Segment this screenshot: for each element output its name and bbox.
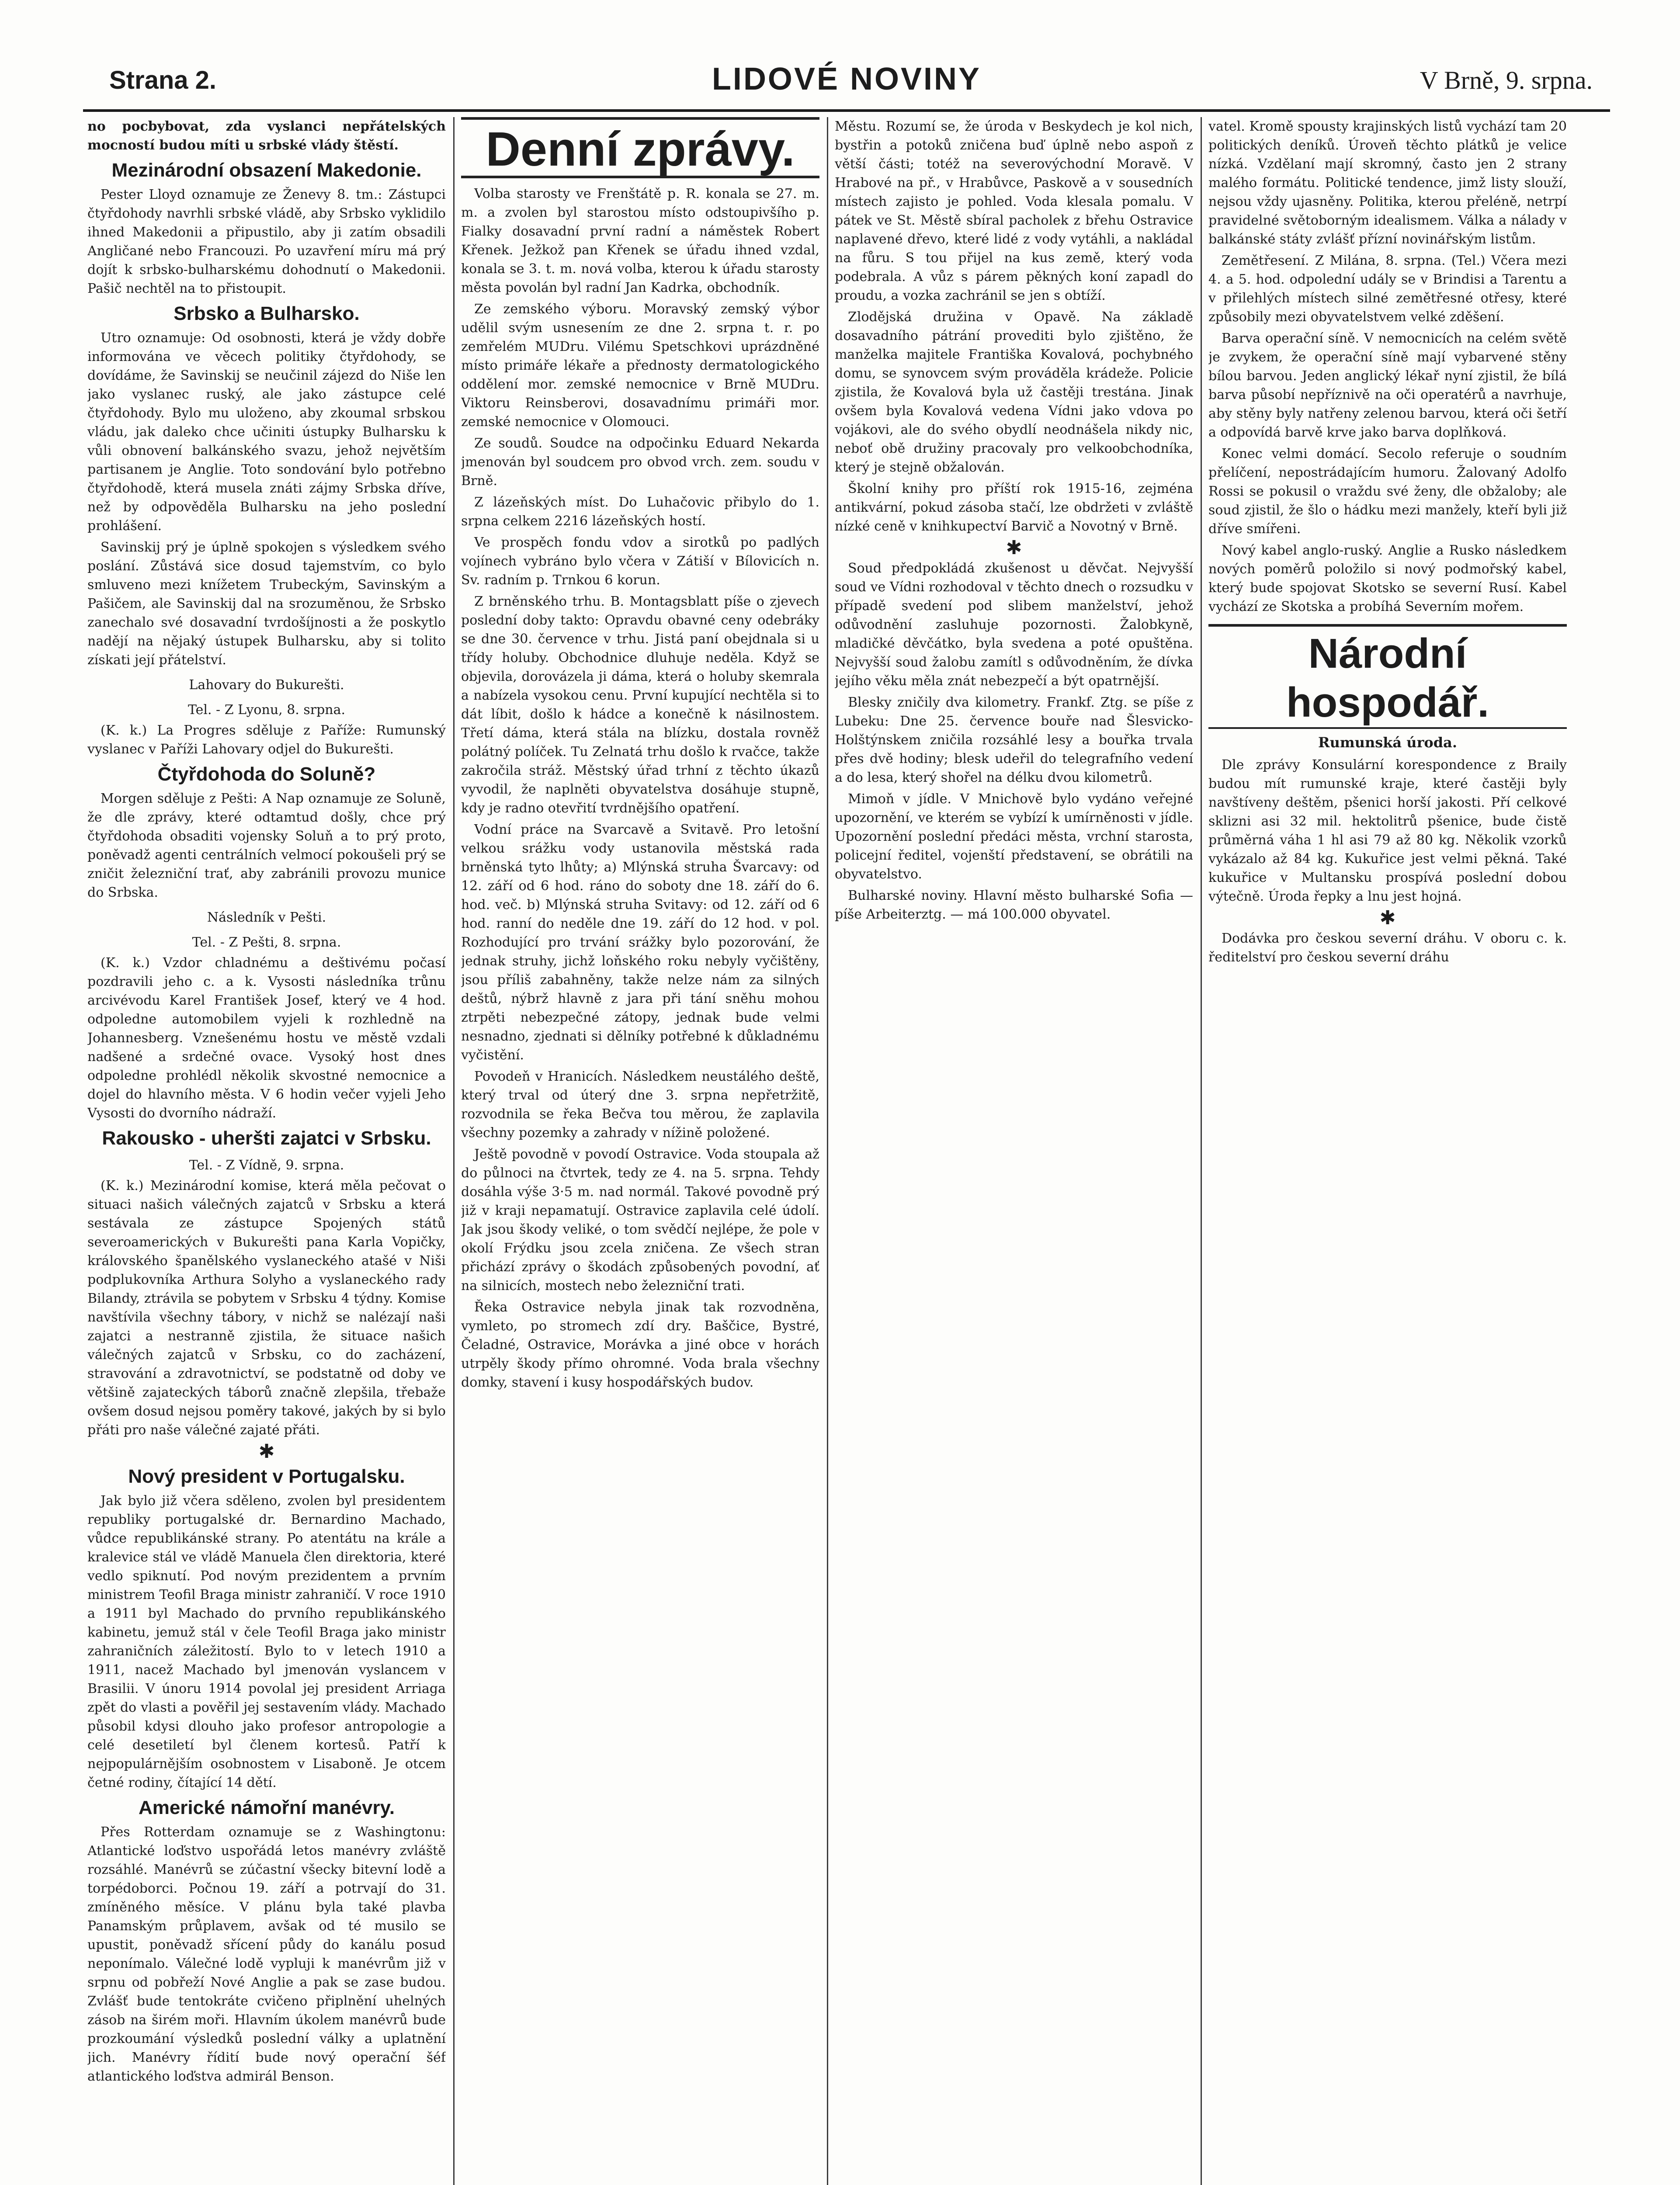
headline: Čtyřdohoda do Soluně? xyxy=(157,763,376,785)
headline: Mezinárodní obsazení Makedonie. xyxy=(111,160,422,181)
dateline: Tel. - Z Pešti, 8. srpna. xyxy=(192,935,341,950)
article-text: Povodeň v Hranicích. Následkem neustálého deště, který trval od úterý dne 3. srpna nepřetržitě, rozvodnila se řeka Bečva tou měrou, že zaplavila všechny pozemky a zahrady v nížině položené. xyxy=(461,1069,819,1141)
article-text: Bulharské noviny. Hlavní město bulharské Sofia — píše Arbeiterztg. — má 100.000 obyvatel. xyxy=(835,888,1193,922)
article-text: Volba starosty ve Frenštátě p. R. konala se 27. m. m. a zvolen byl starostou místo odstoupivšího p. Fialky dosavadní první radní a náměstek Robert Křenek. Ježkož pan Křenek se úřadu ihned vzdal, konala se 3. t. m. nová volba, kterou k úřadu starosty města povolán byl radní Jan Kadrka, obchodník. xyxy=(461,186,819,295)
column-4 xyxy=(1208,117,1567,2185)
column-divider xyxy=(1201,117,1202,2185)
article-text: no pocbybovat, zda vyslanci nepřátelských mocností budou míti u srbské vlády štěstí. xyxy=(87,119,446,153)
column-divider xyxy=(453,117,455,2185)
article-text: (K. k.) La Progres sděluje z Paříže: Rumunský vyslanec v Paříži Lahovary odjel do Bukurešti. xyxy=(87,723,446,757)
article-text: Ze zemského výboru. Moravský zemský výbor udělil svým usnesením ze dne 2. srpna t. r. po zemřelém MUDru. Vilému Spetschkovi uprázdněné místo primáře lékaře a přednosty dermatologického oddělení mor. zemské nemocnice v Brně MUDru. Viktoru Reinsberovi, dosavadnímu primáři mor. zemské nemocnice v Olomouci. xyxy=(461,302,819,430)
article-text: Nový kabel anglo-ruský. Anglie a Rusko následkem nových poměrů položilo si nový podmořský kabel, který bude spojovat Skotsko se severní Rusí. Kabel vychází ze Skotska a probíhá Severním mořem. xyxy=(1208,543,1567,614)
article-text: Konec velmi domácí. Secolo referuje o soudním přelíčení, nepostrádajícím humoru. Žalovaný Adolfo Rossi se pokusil o vraždu své ženy, dle obžaloby; ale soud zjistil, že šlo o hádku mezi manžely, kteří byli již dříve smířeni. xyxy=(1208,446,1567,537)
article-text: Městu. Rozumí se, že úroda v Beskydech je kol nich, bystřin a potoků zničena buď úplně nebo aspoň z větší části; totéž na severovýchodní Moravě. V Hrabové na př., v Hrabůvce, Paskově a v sousedních místech zajisto je pohled. Voda klesala pomalu. V pátek ve St. Městě sbíral pacholek z břehu Ostravice naplavené dřevo, které lidé z vody vytáhli, a nakládal na fůru. S tou přijel na kus země, který voda podebrala. A vůz s párem pěkných koní zapadl do proudu, a vozka zachránil se jen s obtíží. xyxy=(835,119,1193,303)
dateline: Tel. - Z Lyonu, 8. srpna. xyxy=(187,702,346,718)
article-text: Z lázeňských míst. Do Luhačovic přibylo do 1. srpna celkem 2216 lázeňských hostí. xyxy=(461,495,819,529)
article-text: Barva operační síně. V nemocnicích na celém světě je zvykem, že operační síně mají vybarvené stěny bílou barvou. Jeden anglický lékař nyní zjistil, že bílá barva působí nepříznivě na oči operatérů a navrhuje, aby stěny byly natřeny zelenou barvou, která oči šetří a odpovídá barvě krve jako barva doplňková. xyxy=(1208,331,1567,440)
article-text: Dle zprávy Konsulární korespondence z Braily budou mít rumunské kraje, které častěji byly navštíveny deštěm, pšenici horší jakosti. Pří celkové sklizni asi 32 mil. hektolitrů pšenice, bude čistě průměrná váha 1 hl asi 79 až 80 kg. Několik vzorků vykázalo až 84 kg. Kukuřice jest velmi pěkná. Také kukuřice v Multansku prospívá poslední dobou výtečně. Úroda řepky a lnu jest hojná. xyxy=(1208,757,1567,904)
masthead xyxy=(83,52,1610,109)
star-separator-icon: ✱ xyxy=(1379,907,1396,929)
column-3 xyxy=(835,117,1193,2185)
article-text: Řeka Ostravice nebyla jinak tak rozvodněna, vymleto, po stromech zdí dry. Baščice, Bystré, Čeladné, Ostravice, Morávka a jiné obce v horách utrpěly škody přímo ohromné. Voda brala všechny domky, stavení i kusy hospodářských budov. xyxy=(461,1300,819,1390)
masthead-rule xyxy=(83,109,1610,112)
article-text: Soud předpokládá zkušenost u děvčat. Nejvyšší soud ve Vídni rozhodoval v těchto dnech o rozsudku v případě svedení pod slibem manželství, jehož odůvodnění zasluhuje pozornosti. Žalobkyně, mladičké děvčátko, byla svedena a poté opuštěna. Nejvyšší soud žalobu zamítl s odůvodněním, že dívka jejího věku měla znát nebezpečí a být opatrnější. xyxy=(835,561,1193,689)
article-text: Školní knihy pro příští rok 1915-16, zejména antikvární, pokud zásoba stačí, lze obdržeti v zvláště nízké ceně v knihkupectví Barvič a Novotný v Brně. xyxy=(835,481,1193,534)
article-text: Mimoň v jídle. V Mnichově bylo vydáno veřejné upozornění, ve kterém se vybízí k umírněnosti v jídle. Upozornění poslední předáci města, vrchní starosta, policejní ředitel, vojenští představení, se obrátili na obyvatelstvo. xyxy=(835,791,1193,882)
article-text: Utro oznamuje: Od osobnosti, která je vždy dobře informována ve věcech politiky čtyřdohody, se dovídáme, že Savinskij se neučinil zájezd do Niše len jako vyslanec ruský, ale jako zástupce celé čtyřdohody. Bylo mu uloženo, aby zkoumal srbskou vládu, jak daleko chce učiniti ústupky Bulharsku k vůli obnovení balkánského svazu, jehož největším partisanem je Anglie. Toto sondování bylo potřebno čtyřdohodě, která musela znáti zájmy Srbska dříve, než by odpověděla Bulharsku na jeho poslední prohlášení. xyxy=(87,330,446,534)
headline: Nový president v Portugalsku. xyxy=(128,1466,405,1487)
subheadline: Rumunská úroda. xyxy=(1318,734,1458,751)
article-text: Dodávka pro českou severní dráhu. V oboru c. k. ředitelství pro českou severní dráhu xyxy=(1208,931,1567,965)
column-divider xyxy=(827,117,828,2185)
star-separator-icon: ✱ xyxy=(1006,537,1022,559)
column-1 xyxy=(87,117,446,2185)
article-text: Pester Lloyd oznamuje ze Ženevy 8. tm.: Zástupci čtyřdohody navrhli srbské vládě, aby Srbsko vyklidilo ihned Makedonii a připustilo, aby ji zatím obsadili Angličané nebo Francouzi. Po uzavření míru má prý dojít k srbsko-bulharskému dohodnutí o Makedonii. Pašič nechtěl na to přistoupit. xyxy=(87,187,446,296)
article-text: Ještě povodně v povodí Ostravice. Voda stoupala až do půlnoci na čtvrtek, tedy ze 4. na 5. srpna. Tehdy dosáhla výše 3·5 m. nad normál. Takové povodně prý již v kraji nepamatují. Ostravice zaplavila celé údolí. Jak jsou škody veliké, o tom svědčí nejlépe, že pole v okolí Frýdku jsou zcela zničena. Ze všech stran přichází zprávy o škodách způsobených povodní, ať na silnicích, mostech nebo železniční trati. xyxy=(461,1147,819,1294)
headline: Srbsko a Bulharsko. xyxy=(174,303,360,324)
article-text: (K. k.) Mezinárodní komise, která měla pečovat o situaci našich válečných zajatců v Srbsku a která sestávala ze zástupce Spojených států severoamerických v Bukurešti pana Karla Vopičky, královského španělského vyslaneckého atašé v Niši podplukovníka Arthura Solyho a vyslaneckého rady Bilandy, ztrávila se pobytem v Srbsku 4 týdny. Komise navštívila všechny tábory, v nichž se nalézají naši zajatci a nestranně zjistila, že situace našich válečných zajatců v Srbsku, co do zacházení, stravování a zdravotnictví, se podstatně od doby ve většině zajateckých táborů značně zlepšila, třebaže ovšem dosud nejsou poměry takové, jakých by si bylo přáti pro naše válečné zajaté přáti. xyxy=(87,1178,446,1438)
dateline: Lahovary do Bukurešti. xyxy=(189,677,344,693)
article-text: Zemětřesení. Z Milána, 8. srpna. (Tel.) Včera mezi 4. a 5. hod. odpolední udály se v Brindisi a Tarentu a v přilehlých místech silné zemětřesné otřesy, které způsobily mezi obyvatelstvem velké zděšení. xyxy=(1208,253,1567,325)
article-text: Zlodějská družina v Opavě. Na základě dosavadního pátrání provediti bylo zjištěno, že manželka majitele Františka Kovalová, pochybného domu, se synovcem svým prováděla krádeže. Policie zjistila, že Kovalová byla už častěji trestána. Jinak ovšem byla Kovalová vedena Vídni jako vdova po vojákovi, ale do svého obydlí neodnášela nikdy nic, neboť obě družiny pracovaly pro velkoobchodníka, který je stejně obžalován. xyxy=(835,309,1193,475)
article-text: Ve prospěch fondu vdov a sirotků po padlých vojínech vybráno bylo včera v Zátiší v Bílovicích n. Sv. radním p. Trnkou 6 korun. xyxy=(461,535,819,588)
dateline: Následník v Pešti. xyxy=(207,910,326,925)
article-text: Jak bylo již včera sděleno, zvolen byl presidentem republiky portugalské dr. Bernardino Machado, vůdce republikánské strany. Po atentátu na krále a kralevice stál ve vládě Manuela člen direktoria, které vedlo spiknutí. Pod novým prezidentem a prvním ministrem Teofil Braga ministr zahraničí. V roce 1910 a 1911 byl Machado do prvního republikánského kabinetu, jemuž stál v čele Teofil Braga jako ministr zahraničních záležitostí. Bylo to v letech 1910 a 1911, nacež Machado byl jmenován vyslancem v Brasilii. V únoru 1914 povolal jej president Arriaga zpět do vlasti a pověřil jej sestavením vlády. Machado působil kdysi dlouho jako profesor antropologie a celé desetiletí byl členem kortesů. Patří k nejpopulárnějším osobnostem v Lisaboně. Je otcem četné rodiny, čítající 14 dětí. xyxy=(87,1493,446,1790)
article-text: Z brněnského trhu. B. Montagsblatt píše o zjevech poslední doby takto: Opravdu obavné ceny odebráky se dne 30. července v trhu. Jistá paní obejdnala si u třídy holuby. Obchodnice dluhuje neděla. Když se objevila, dorovázela ji dáma, která o holuby skemrala a nabízela vysokou cenu. První kupující nechtěla si to dát líbit, došlo k hádce a konečně k násilnostem. Třetí dáma, která stála na blízku, dostala rovněž polátný políček. Tu Zelnatá trhu došlo k rvačce, takže zakročila stráž. Městský úřad trhní z těchto úkazů vyvodil, že naplněti obyvatelstva dosáhuje stupně, kdy je radno otevřití tvrdnějšího opatření. xyxy=(461,594,819,816)
article-text: Savinskij prý je úplně spokojen s výsledkem svého poslání. Zůstává sice dosud tajemstvím, co bylo smluveno mezi knížetem Trubeckým, Savinským a Pašičem, ale Savinskij dal na srozuměnou, že Srbsko zanechalo své dosavadní tvrdošíjnosti a že poskytlo nadějí na nějaký ústupek Bulharsku, aby si tolito získati její přátelství. xyxy=(87,540,446,668)
article-text: Přes Rotterdam oznamuje se z Washingtonu: Atlantické loďstvo uspořádá letos manévry zvláště rozsáhlé. Manévrů se zúčastní všecky bitevní lodě a torpédoborci. Počnou 19. září a potrvají do 31. zmíněného měsíce. V plánu byla také plavba Panamským průplavem, avšak od té musilo se upustit, poněvadž sřícení půdy do kanálu posud neponímalo. Válečné lodě vypluji k manévrům již v srpnu od pobřeží Nové Anglie a pak se zase budou. Zvlášť bude tentokráte cvičeno připlnění uhelných zásob na širém moři. Hlavním úkolem manévrů bude prozkoumání výsledků poslední války a uplatnění jich. Manévry řídití bude nový operační šéf atlantického loďstva admirál Benson. xyxy=(87,1824,446,2084)
section-title: Národní hospodář. xyxy=(1208,624,1567,729)
article-text: Ze soudů. Soudce na odpočinku Eduard Nekarda jmenován byl soudcem pro obvod vrch. zem. soudu v Brně. xyxy=(461,436,819,489)
article-text: Morgen sděluje z Pešti: A Nap oznamuje ze Soluně, že dle zprávy, které odtamtud došly, chce prý čtyřdohoda obsaditi vojensky Soluň a to prý proto, poněvadž agenti centrálních velmocí pokoušeli prý se zničit železniční trať, aby zabránili provozu munice do Srbska. xyxy=(87,791,446,900)
article-text: vatel. Kromě spousty krajinských listů vychází tam 20 politických deníků. Úroveň těchto plátků je velice nízká. Vzdělaní mají skromný, často jen 2 strany malého formátu. Politické tendence, jimž listy slouží, nejsou vždy ujasněny. Politika, kterou přeléně, netrpí pravidelné světoborným idealismem. Válka a nálady v balkánské státy zvlášť přízní novinářským listům. xyxy=(1208,119,1567,247)
column-2 xyxy=(461,117,819,2185)
article-text: Blesky zničily dva kilometry. Frankf. Ztg. se píše z Lubeku: Dne 25. července bouře nad Šlesvicko-Holštýnskem zničila rozsáhlé lesy a bouřka trvala přes dvě hodiny; blesk udeřil do telegrafního vedení a do lesa, který shořel na délku dvou kilometrů. xyxy=(835,695,1193,785)
article-text: (K. k.) Vzdor chladnému a deštivému počasí pozdravili jeho c. a k. Vysosti následníka trůnu arcivévodu Karel František Josef, který ve 4 hod. odpoledne automobilem vyjeli k rozhledně na Johannesberg. Vznešenému hostu ve městě vzdali nadšené a srdečné ovace. Vysoký host dnes odpoledne prohlédl několik skvostné nemocnice a dojel do hlavního města. V 6 hodin večer vyjeli Jeho Vysosti do dvorního nádraží. xyxy=(87,955,446,1121)
article-text: Vodní práce na Svarcavě a Svitavě. Pro letošní velkou srážku vody ustanovila městská rada brněnská tyto lhůty; a) Mlýnská struha Švarcavy: od 12. září od 6 hod. ráno do soboty dne 18. září do 6. hod. več. b) Mlýnská struha Svitavy: od 12. září od 6 hod. ranní do neděle dne 19. září do 12 hod. v pol. Rozhodující pro trvání srážky bylo pozorování, že jednak struhy, jichž loňského roku nebyly vyčištěny, jsou příliš zabahněny, takže nelze nám za silných deštů, nýbrž hlavně z jara při tání sněhu mohou ztrpěti nebezpečné zátopy, jednak bude velmi nesnadno, zjednati si dělníky potřebné k důkladnému vyčistění. xyxy=(461,822,819,1063)
section-title: Denní zprávy. xyxy=(461,117,819,178)
headline: Rakousko - uheršti zajatci v Srbsku. xyxy=(102,1127,431,1149)
page-number: Strana 2. xyxy=(109,66,216,94)
dateline: Tel. - Z Vídně, 9. srpna. xyxy=(189,1158,344,1173)
headline: Americké námořní manévry. xyxy=(138,1797,395,1818)
issue-dateline: V Brně, 9. srpna. xyxy=(1420,66,1593,94)
star-separator-icon: ✱ xyxy=(258,1440,275,1463)
newspaper-title: LIDOVÉ NOVINY xyxy=(712,62,982,97)
